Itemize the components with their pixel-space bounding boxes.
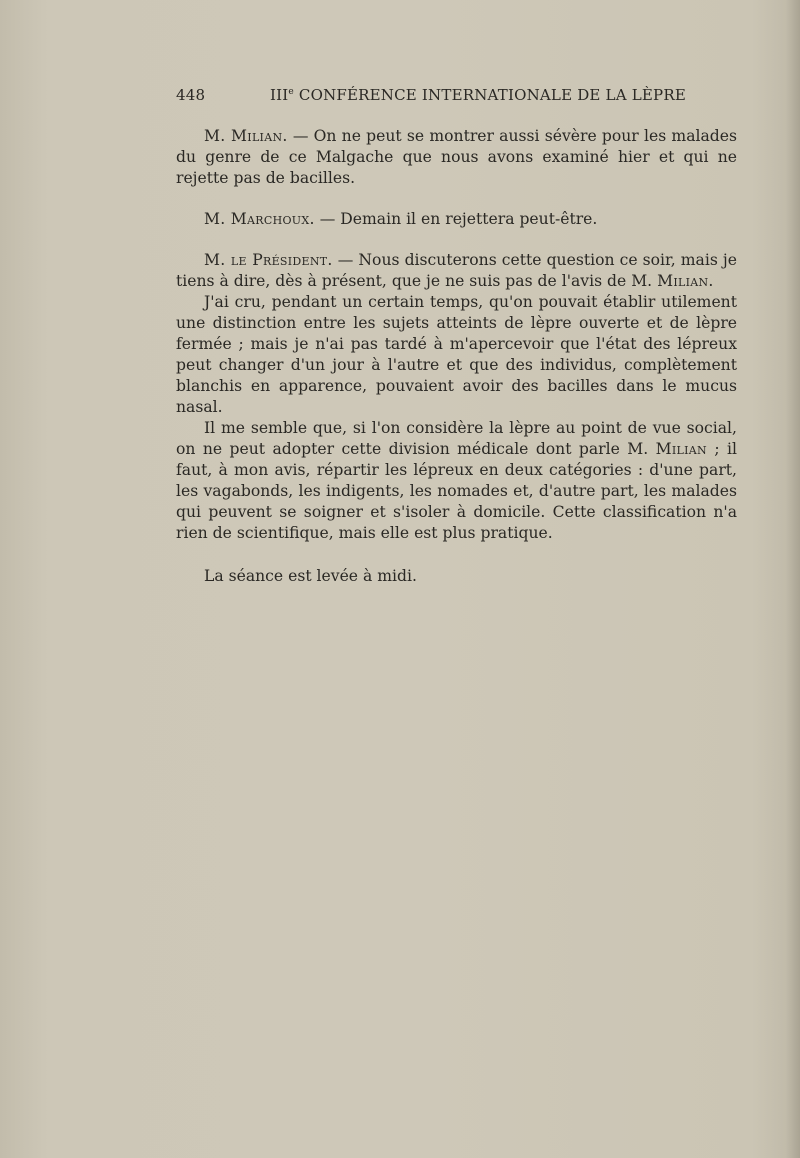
paragraph-president-cont-2: [176, 418, 737, 544]
paragraph-president: [176, 250, 737, 292]
running-header: [176, 86, 686, 108]
paragraph-text: .: [708, 272, 714, 290]
running-title: [270, 86, 686, 104]
paragraph-text: — On ne peut se montrer aussi sévère pour les malades du genre de ce Malgache que nous avons examiné hier et qui ne rejette pas de bacilles.: [176, 127, 737, 187]
paragraph-president-cont-1: J'ai cru, pendant un certain temps, qu'on pouvait établir utilement une distinction entre les sujets atteints de lèpre ouverte et de lèpre fermée ; mais je n'ai pas tardé à m'apercevoir que l'état des lépreux peut changer d'un jour à l'autre et que des individus, complètement blanchis en apparence, pouvaient avoir des bacilles dans le mucus nasal.: [176, 293, 737, 416]
cited-name: Milian: [655, 440, 707, 458]
running-title-sup: e: [288, 87, 294, 97]
running-title-rest: CONFÉRENCE INTERNATIONALE DE LA LÈPRE: [293, 86, 686, 104]
cited-name: Milian: [657, 272, 709, 290]
paragraph-text: — Nous discuterons cette question ce soir, mais je tiens à dire, dès à présent, que je ne suis pas de l'avis de M.: [176, 251, 737, 290]
running-title-numeral: III: [270, 86, 289, 104]
speaker-name: M. Marchoux.: [204, 210, 315, 228]
page-edge-shadow: [786, 0, 800, 1158]
paragraph-text: ; il faut, à mon avis, répartir les lépreux en deux catégories : d'une part, les vagabonds, les indigents, les nomades et, d'autre part, les malades qui peuvent se soigner et s'isoler à domicile. Cette classification n'a rien de scientifique, mais elle est plus pratique.: [176, 440, 737, 542]
speaker-name: M. le Président.: [204, 251, 333, 269]
speaker-name: M. Milian.: [204, 127, 288, 145]
page-number: 448: [176, 86, 206, 104]
paragraph-marchoux: [176, 209, 737, 230]
body-text: [176, 126, 737, 587]
paragraph-milian: [176, 126, 737, 189]
paragraph-text: Il me semble que, si l'on considère la lèpre au point de vue social, on ne peut adopter cette division médicale dont parle M.: [176, 419, 737, 458]
paragraph-text: — Demain il en rejettera peut-être.: [314, 210, 598, 228]
closing-line: La séance est levée à midi.: [204, 567, 417, 585]
